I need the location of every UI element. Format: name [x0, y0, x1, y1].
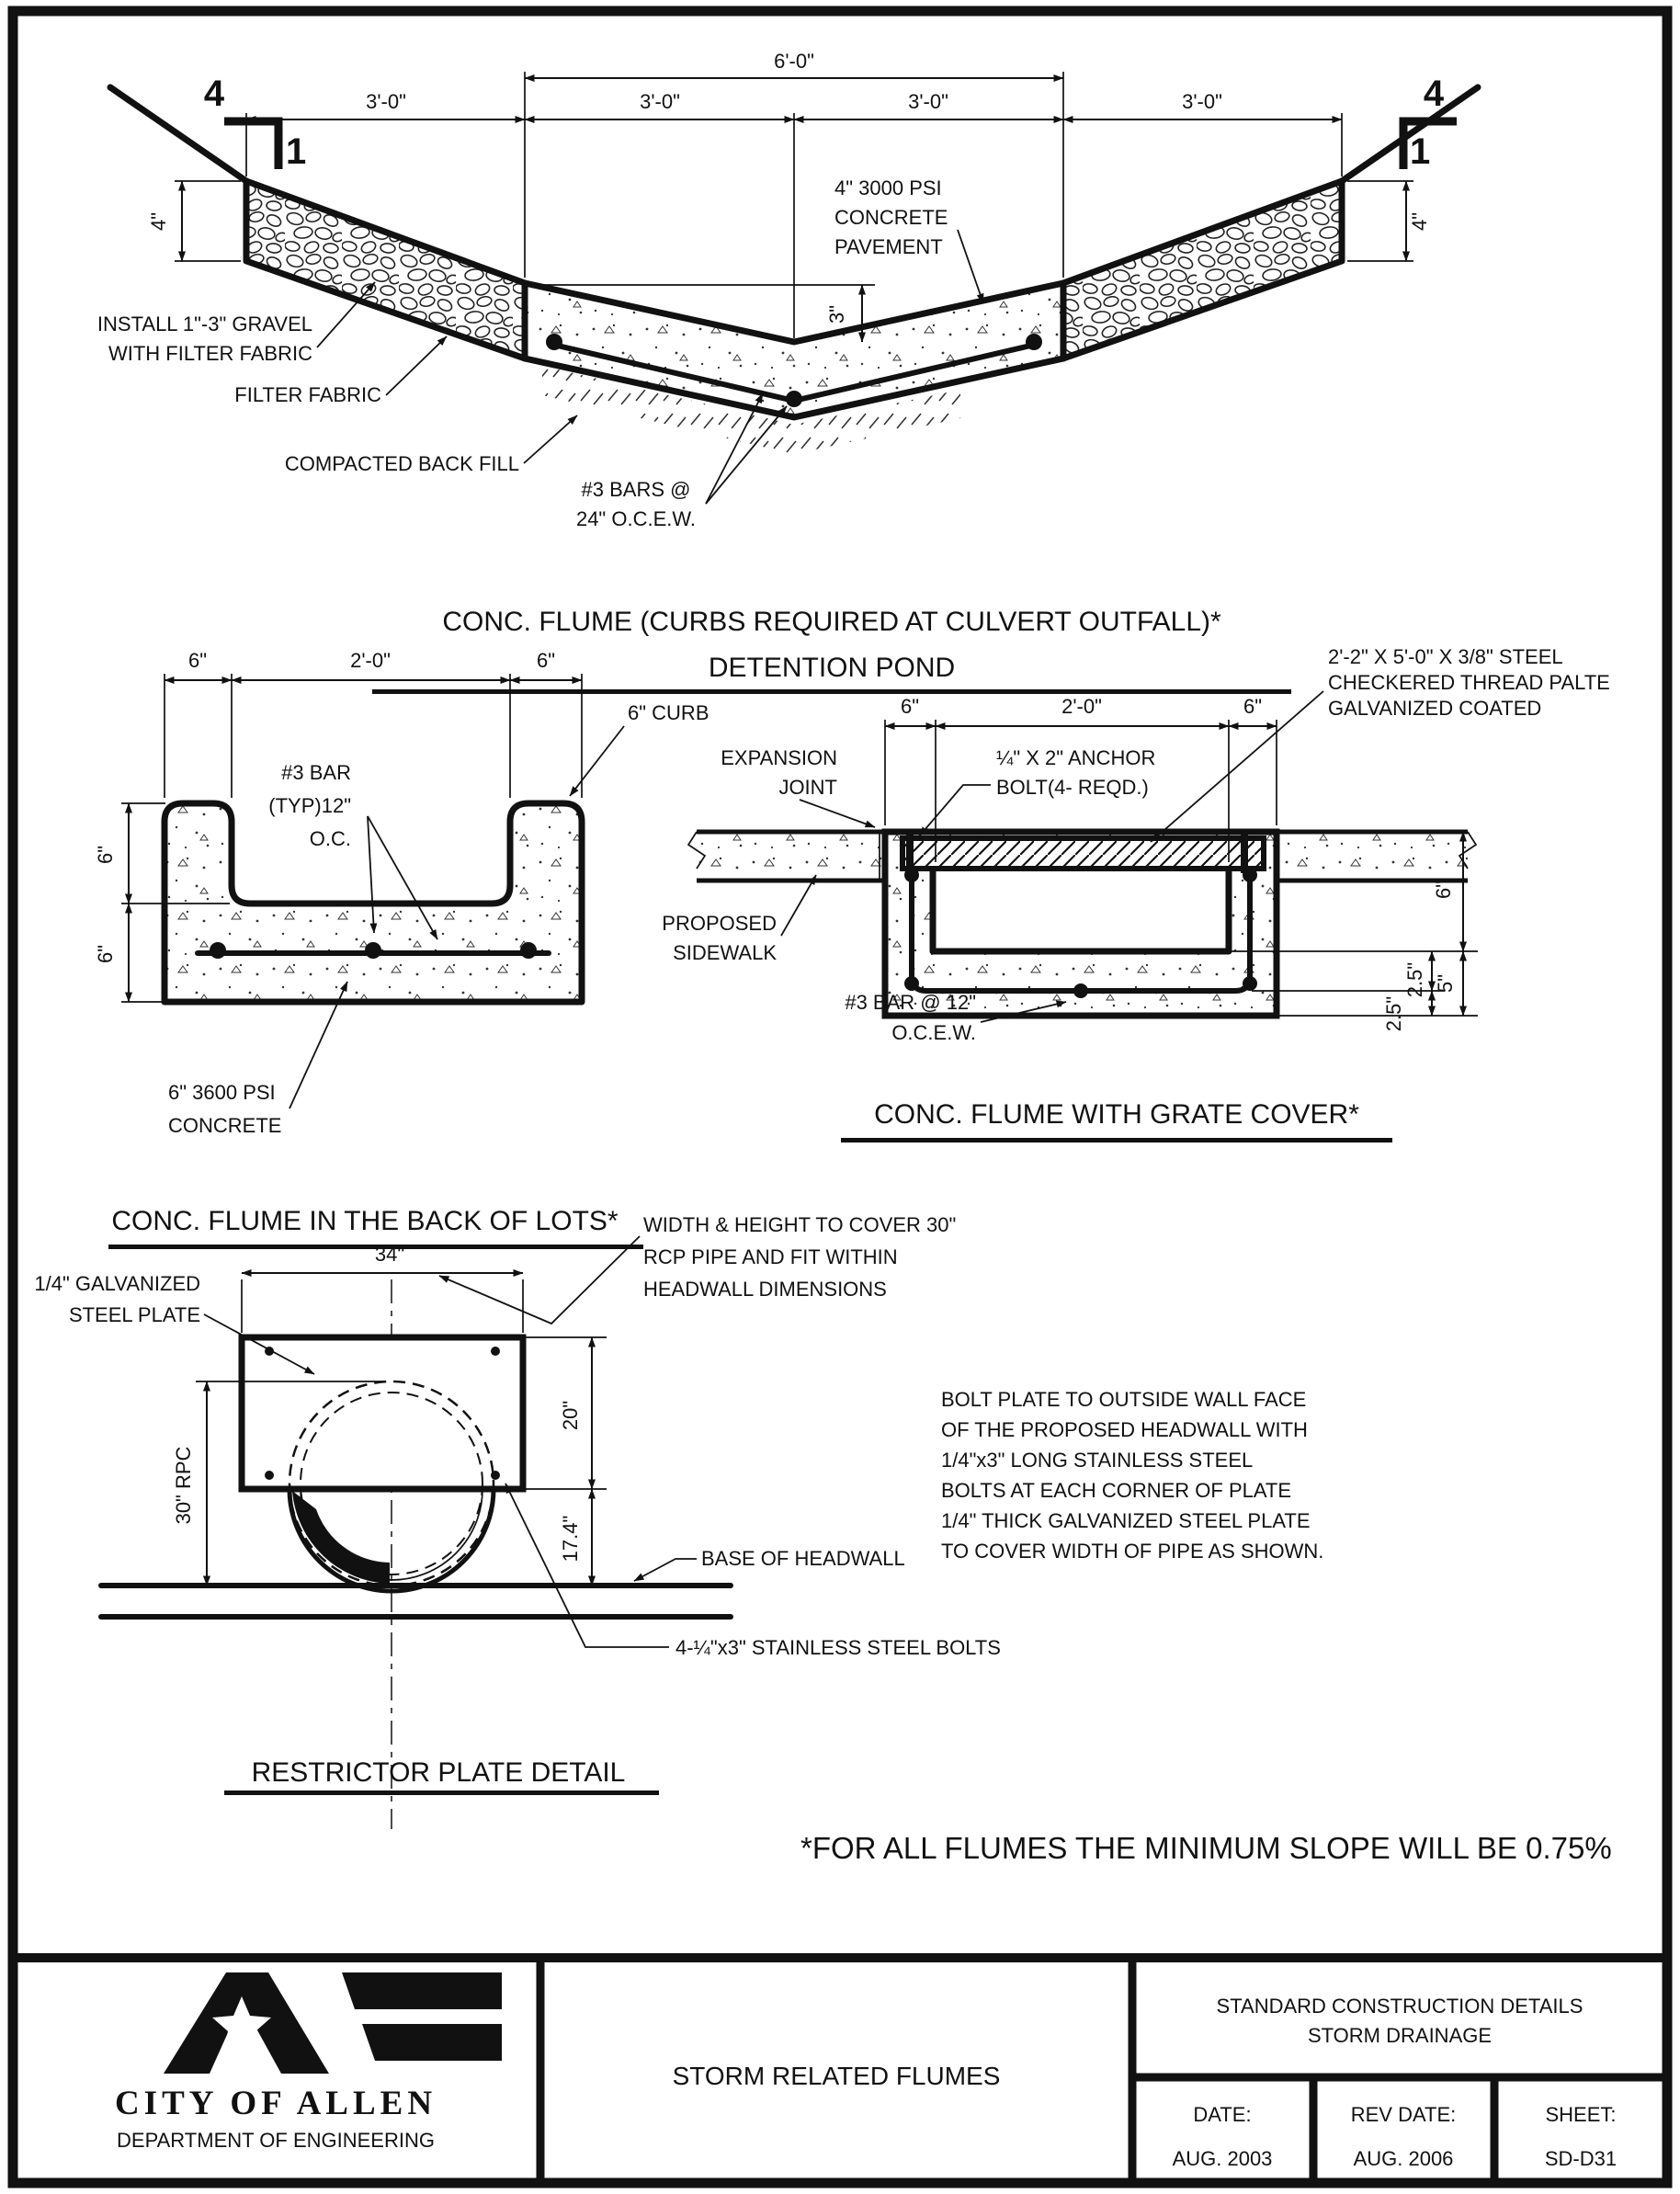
- label-base-headwall: BASE OF HEADWALL: [701, 1547, 905, 1570]
- dim-upper-depth: 6": [94, 845, 117, 865]
- label-bars-1: #3 BARS @: [581, 478, 691, 501]
- sidewalk-right: [1277, 832, 1468, 881]
- sidewalk-left: [697, 832, 885, 881]
- label-pavement-1: 4" 3000 PSI: [834, 176, 942, 199]
- label-ss-bolts: 4-¼"x3" STAINLESS STEEL BOLTS: [675, 1636, 1001, 1659]
- pipe-shadow: [292, 1491, 390, 1584]
- label-backfill: COMPACTED BACK FILL: [284, 452, 519, 475]
- title-restrictor: RESTRICTOR PLATE DETAIL: [251, 1757, 626, 1788]
- dim-segment-4: 3'-0": [1182, 90, 1222, 113]
- anchor-bolt-right: [1241, 833, 1248, 873]
- label-anchor-1: ¼" X 2" ANCHOR: [996, 746, 1156, 769]
- note-line-4: BOLTS AT EACH CORNER OF PLATE: [941, 1479, 1292, 1502]
- label-bar-1: #3 BAR: [281, 761, 351, 784]
- anchor-bolt-left: [906, 833, 914, 873]
- label-grate-bar-2: O.C.E.W.: [891, 1021, 976, 1044]
- grate-cover-detail: [662, 645, 1610, 1142]
- label-expansion-2: JOINT: [778, 776, 837, 799]
- label-grate-bar-1: #3 BAR @ 12": [845, 991, 976, 1014]
- dim-left-wall: 6": [900, 695, 920, 718]
- label-curb: 6" CURB: [628, 701, 709, 724]
- date-label: DATE:: [1193, 2103, 1252, 2126]
- label-concrete-2: CONCRETE: [168, 1114, 282, 1137]
- sheet-value: SD-D31: [1544, 2147, 1618, 2170]
- label-bar-3: O.C.: [309, 827, 351, 850]
- dim-right-wall: 6": [1243, 695, 1263, 718]
- note-minimum-slope: *FOR ALL FLUMES THE MINIMUM SLOPE WILL BE 0.75%: [800, 1831, 1612, 1865]
- label-install-gravel-1: INSTALL 1"-3" GRAVEL: [96, 313, 312, 335]
- note-line-5: 1/4" THICK GALVANIZED STEEL PLATE: [941, 1509, 1311, 1532]
- label-sidewalk-2: SIDEWALK: [673, 941, 777, 964]
- note-line-3: 1/4"x3" LONG STAINLESS STEEL: [941, 1449, 1254, 1472]
- label-bar-2: (TYP)12": [268, 794, 351, 817]
- dim-segment-1: 3'-0": [366, 90, 406, 113]
- flume-channel: [933, 869, 1229, 951]
- label-galvanized-2: STEEL PLATE: [68, 1303, 200, 1326]
- restrictor-plate-detail: [34, 1213, 1323, 1829]
- label-bars-2: 24" O.C.E.W.: [575, 507, 697, 530]
- slope-marker-right: [1403, 74, 1457, 172]
- sheet-label: SHEET:: [1545, 2103, 1617, 2126]
- label-pavement-3: PAVEMENT: [834, 235, 943, 258]
- dim-slab-total: 5": [1434, 973, 1457, 994]
- label-plate-3: GALVANIZED COATED: [1328, 697, 1542, 720]
- dim-slab-t1: 2.5": [1382, 995, 1405, 1032]
- dim-channel: 2'-0": [350, 649, 391, 672]
- title-block: [13, 1958, 1667, 2183]
- dim-gravel-left: 4": [147, 211, 170, 232]
- slope-marker-left: [204, 74, 306, 172]
- org-dept: DEPARTMENT OF ENGINEERING: [117, 2129, 435, 2152]
- title-detention-line1: CONC. FLUME (CURBS REQUIRED AT CULVERT OUTFALL)*: [442, 607, 1221, 637]
- dim-grate-channel: 2'-0": [1061, 695, 1102, 718]
- slope-run-right: 1: [1410, 131, 1431, 172]
- dim-center-depth: 3": [825, 304, 848, 324]
- label-filter-fabric: FILTER FABRIC: [234, 383, 381, 406]
- slope-run-left: 1: [286, 131, 307, 172]
- detention-pond-detail: [97, 50, 1478, 694]
- dim-depth: 6": [1432, 880, 1455, 900]
- label-fit-1: WIDTH & HEIGHT TO COVER 30": [643, 1213, 957, 1236]
- note-line-6: TO COVER WIDTH OF PIPE AS SHOWN.: [941, 1540, 1324, 1563]
- header-line1: STANDARD CONSTRUCTION DETAILS: [1216, 1995, 1584, 2018]
- label-pavement-2: CONCRETE: [834, 206, 948, 229]
- bolt-plate-note: [941, 1388, 1323, 1563]
- back-of-lots-detail: [94, 649, 709, 1249]
- dim-left-curb: 6": [187, 649, 208, 672]
- dim-gravel-right: 4": [1408, 211, 1431, 232]
- sheet-title: STORM RELATED FLUMES: [672, 2062, 1001, 2090]
- title-back-of-lots: CONC. FLUME IN THE BACK OF LOTS*: [111, 1206, 619, 1236]
- label-expansion-1: EXPANSION: [721, 746, 837, 769]
- label-concrete-1: 6" 3600 PSI: [168, 1081, 276, 1104]
- dim-plate-height: 20": [559, 1400, 582, 1431]
- note-line-2: OF THE PROPOSED HEADWALL WITH: [941, 1418, 1308, 1441]
- rev-date-label: REV DATE:: [1350, 2103, 1457, 2126]
- date-value: AUG. 2003: [1172, 2147, 1273, 2170]
- title-detention-line2: DETENTION POND: [708, 653, 956, 683]
- dim-plate-width: 34": [374, 1243, 405, 1266]
- dim-overall-width: 6'-0": [774, 50, 814, 73]
- org-name: CITY OF ALLEN: [114, 2085, 437, 2122]
- dim-slab-t2: 2.5": [1403, 961, 1426, 998]
- title-restrictor-underline: [224, 1790, 659, 1795]
- dim-pipe: 30" RPC: [172, 1446, 195, 1525]
- label-galvanized-1: 1/4" GALVANIZED: [34, 1272, 200, 1295]
- title-grate: CONC. FLUME WITH GRATE COVER*: [874, 1099, 1359, 1130]
- label-fit-2: RCP PIPE AND FIT WITHIN: [643, 1245, 898, 1268]
- label-fit-3: HEADWALL DIMENSIONS: [643, 1278, 887, 1301]
- slope-rise-left: 4: [203, 74, 225, 114]
- label-install-gravel-2: WITH FILTER FABRIC: [108, 342, 312, 365]
- label-plate-1: 2'-2" X 5'-0" X 3/8" STEEL: [1328, 645, 1563, 668]
- dim-right-curb: 6": [536, 649, 556, 672]
- header-line2: STORM DRAINAGE: [1307, 2024, 1493, 2047]
- label-sidewalk-1: PROPOSED: [662, 912, 777, 935]
- label-plate-2: CHECKERED THREAD PALTE: [1328, 671, 1610, 694]
- dim-base-height: 17.4": [559, 1515, 582, 1563]
- title-grate-underline: [841, 1138, 1392, 1142]
- city-of-allen-logo-icon: [164, 1972, 502, 2074]
- rev-date-value: AUG. 2006: [1353, 2147, 1454, 2170]
- dim-segment-3: 3'-0": [908, 90, 948, 113]
- slope-rise-right: 4: [1423, 74, 1445, 114]
- restrictor-plate: [242, 1337, 523, 1489]
- label-anchor-2: BOLT(4- REQD.): [996, 776, 1149, 799]
- dim-lower-depth: 6": [94, 944, 117, 964]
- dim-segment-2: 3'-0": [640, 90, 680, 113]
- note-line-1: BOLT PLATE TO OUTSIDE WALL FACE: [941, 1388, 1307, 1411]
- gravel-band-right: [1063, 181, 1342, 358]
